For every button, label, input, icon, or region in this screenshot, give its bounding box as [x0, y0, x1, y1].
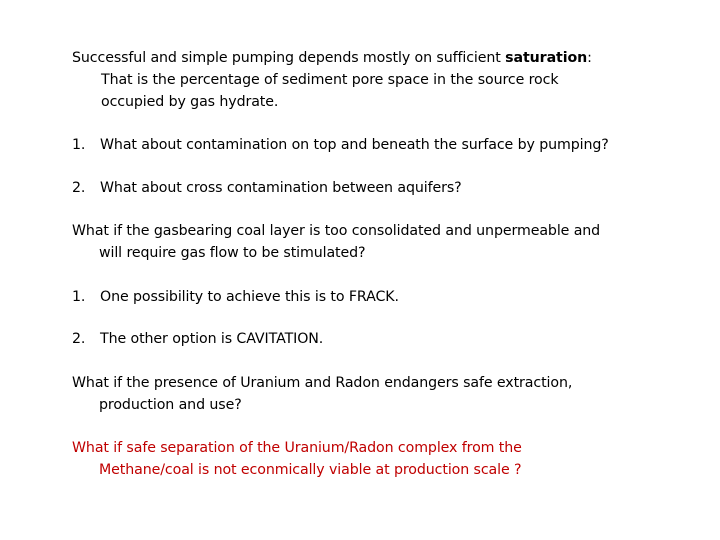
- list2-item-1: [72, 286, 399, 308]
- intro-line-1: [72, 47, 592, 69]
- saturation-keyword: saturation: [505, 50, 588, 66]
- list2-item-1-number: 1.: [72, 289, 86, 305]
- intro-colon: :: [587, 50, 592, 66]
- question1-line-2: will require gas flow to be stimulated?: [99, 245, 366, 261]
- list1-item-2: [72, 177, 462, 199]
- list2-item-2-text: The other option is CAVITATION.: [100, 331, 324, 347]
- intro-prefix: Successful and simple pumping depends mostly on sufficient: [72, 50, 506, 66]
- list1-item-2-number: 2.: [72, 180, 86, 196]
- list2-item-1-text: One possibility to achieve this is to FRACK.: [100, 289, 399, 305]
- list1-item-2-text: What about cross contamination between aquifers?: [100, 180, 462, 196]
- intro-line-2: That is the percentage of sediment pore space in the source rock: [101, 72, 559, 88]
- question3-line-2: Methane/coal is not econmically viable at production scale ?: [99, 462, 522, 478]
- list2-item-2-number: 2.: [72, 331, 86, 347]
- list2-item-2: [72, 328, 324, 350]
- list1-item-1: [72, 134, 609, 156]
- question2-line-2: production and use?: [99, 397, 242, 413]
- question2-line-1: What if the presence of Uranium and Radon endangers safe extraction,: [72, 375, 573, 391]
- question1-line-1: What if the gasbearing coal layer is too consolidated and unpermeable and: [72, 223, 601, 239]
- list1-item-1-text: What about contamination on top and beneath the surface by pumping?: [100, 137, 609, 153]
- intro-line-3: occupied by gas hydrate.: [101, 94, 279, 110]
- question3-line-1: What if safe separation of the Uranium/Radon complex from the: [72, 440, 522, 456]
- list1-item-1-number: 1.: [72, 137, 86, 153]
